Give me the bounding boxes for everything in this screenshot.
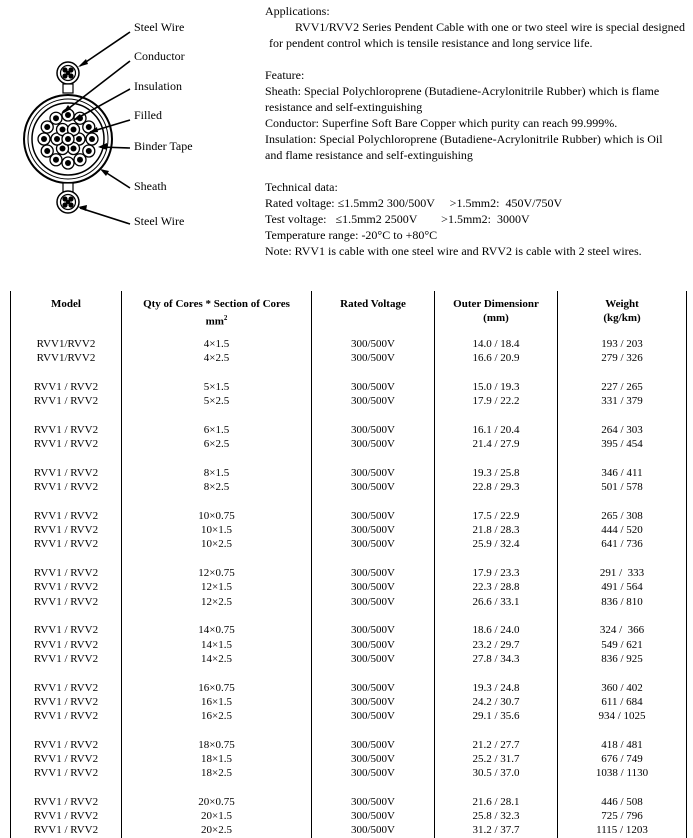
- cell-voltage: 300/500V: [351, 810, 395, 823]
- cell-weight: 611 / 684: [601, 695, 643, 708]
- cell-dimension: 23.2 / 29.7: [472, 638, 520, 651]
- cell-qty: 10×1.5: [201, 524, 232, 537]
- cell-voltage: 300/500V: [351, 467, 395, 479]
- cell-dimension: 15.0 / 19.3: [472, 381, 520, 393]
- cell-weight: 836 / 925: [601, 652, 643, 665]
- copper-conductor: [65, 112, 71, 118]
- label-conductor: Conductor: [134, 49, 185, 63]
- cell-weight: 1038 / 1130: [595, 767, 649, 780]
- cell-voltage: 300/500V: [351, 681, 395, 694]
- cell-voltage: 300/500V: [351, 510, 395, 522]
- copper-conductor: [71, 146, 77, 152]
- cell-dimension: 27.8 / 34.3: [472, 652, 520, 665]
- specification-table: [10, 291, 687, 838]
- copper-conductor: [76, 136, 82, 142]
- cell-dimension: 25.9 / 32.4: [472, 538, 520, 551]
- cell-qty: 6×1.5: [203, 424, 230, 436]
- cell-model: RVV1 / RVV2: [33, 810, 99, 823]
- copper-conductor: [77, 157, 83, 163]
- feature-conductor: Conductor: Superfine Soft Bare Copper which purity can reach 99.999%.: [265, 116, 618, 130]
- cell-weight: 418 / 481: [601, 738, 643, 751]
- cell-dimension: 29.1 / 35.6: [472, 710, 520, 722]
- cell-qty: 5×2.5: [203, 395, 230, 408]
- copper-conductor: [86, 148, 92, 154]
- cell-voltage: 300/500V: [351, 624, 395, 637]
- cell-voltage: 300/500V: [351, 581, 395, 594]
- label-steel-wire-top: Steel Wire: [134, 20, 185, 34]
- cell-dimension: 25.8 / 32.3: [472, 810, 520, 823]
- applications-heading: Applications:: [265, 4, 330, 18]
- cell-model: RVV1 / RVV2: [33, 538, 99, 551]
- cell-dimension: 24.2 / 30.7: [472, 695, 520, 708]
- test-voltage: Test voltage: ≤1.5mm2 2500V >1.5mm2: 3000V: [265, 212, 530, 226]
- cell-dimension: 21.8 / 28.3: [472, 524, 520, 537]
- header-model: Model: [51, 298, 81, 310]
- cell-weight: 346 / 411: [601, 467, 643, 479]
- applications-text: RVV1/RVV2 Series Pendent Cable with one or two steel wire is special designed: [295, 20, 686, 34]
- cell-weight: 265 / 308: [601, 510, 643, 522]
- feature-insulation: Insulation: Special Polychloroprene (Butadiene-Acrylonitrile Rubber) which is Oil: [265, 132, 663, 146]
- cell-qty: 14×2.5: [201, 652, 232, 665]
- cell-model: RVV1 / RVV2: [33, 595, 99, 608]
- cell-dimension: 18.6 / 24.0: [472, 624, 520, 637]
- header-dimension: Outer Dimensionr (mm): [453, 298, 539, 324]
- cell-model: RVV1 / RVV2: [33, 695, 99, 708]
- cell-qty: 12×2.5: [201, 595, 232, 608]
- cell-dimension: 26.6 / 33.1: [472, 595, 520, 608]
- cell-qty: 14×1.5: [201, 638, 232, 651]
- cell-model: RVV1/RVV2: [36, 338, 96, 350]
- cell-weight: 395 / 454: [601, 438, 643, 451]
- feature-sheath-cont: resistance and self-extinguishing: [265, 100, 423, 114]
- label-sheath: Sheath: [134, 179, 167, 193]
- cell-qty: 8×1.5: [203, 467, 230, 479]
- copper-conductor: [86, 124, 92, 130]
- copper-conductor: [60, 126, 66, 132]
- cell-dimension: 16.6 / 20.9: [472, 352, 520, 365]
- description-block: [265, 3, 690, 259]
- cell-model: RVV1 / RVV2: [33, 638, 99, 651]
- cell-model: RVV1 / RVV2: [33, 524, 99, 537]
- cell-voltage: 300/500V: [351, 638, 395, 651]
- cell-dimension: 22.3 / 28.8: [472, 581, 520, 594]
- cell-voltage: 300/500V: [351, 738, 395, 751]
- cell-voltage: 300/500V: [351, 753, 395, 765]
- copper-conductor: [41, 136, 47, 142]
- cell-qty: 12×1.5: [201, 581, 232, 594]
- cell-voltage: 300/500V: [351, 338, 395, 350]
- cell-weight: 549 / 621: [601, 638, 643, 651]
- cable-cross-section-diagram: [0, 0, 260, 240]
- cell-model: RVV1 / RVV2: [33, 681, 99, 694]
- top-steel-wire: [57, 62, 79, 84]
- cell-dimension: 21.4 / 27.9: [472, 438, 520, 451]
- cell-voltage: 300/500V: [351, 824, 395, 837]
- cell-weight: 360 / 402: [601, 681, 643, 694]
- cell-dimension: 17.9 / 22.2: [472, 395, 520, 408]
- cell-model: RVV1/RVV2: [36, 352, 96, 365]
- label-insulation: Insulation: [134, 79, 182, 93]
- cell-dimension: 14.0 / 18.4: [472, 338, 520, 350]
- cell-voltage: 300/500V: [351, 595, 395, 608]
- header-voltage: Rated Voltage: [340, 298, 406, 310]
- label-binder-tape: Binder Tape: [134, 139, 193, 153]
- cell-weight: 641 / 736: [601, 538, 643, 551]
- cell-qty: 10×0.75: [198, 510, 235, 522]
- cell-dimension: 25.2 / 31.7: [472, 753, 520, 765]
- cell-dimension: 17.9 / 23.3: [472, 567, 520, 580]
- cell-model: RVV1 / RVV2: [33, 624, 99, 637]
- cell-weight: 193 / 203: [601, 338, 643, 350]
- cell-voltage: 300/500V: [351, 481, 395, 494]
- copper-conductor: [65, 136, 71, 142]
- cell-dimension: 21.6 / 28.1: [472, 796, 520, 808]
- cell-qty: 8×2.5: [203, 481, 230, 494]
- cell-model: RVV1 / RVV2: [33, 738, 99, 751]
- copper-conductor: [53, 115, 59, 121]
- copper-conductor: [53, 157, 59, 163]
- cell-dimension: 31.2 / 37.7: [472, 824, 520, 837]
- cell-weight: 446 / 508: [601, 796, 643, 808]
- temperature-range: Temperature range: -20°C to +80°C: [265, 228, 438, 242]
- header-qty: Qty of Cores * Section of Cores $mm^2$: [143, 298, 290, 328]
- copper-conductor: [54, 136, 60, 142]
- label-steel-wire-bottom: Steel Wire: [134, 214, 185, 228]
- copper-conductor: [89, 136, 95, 142]
- rated-voltage: Rated voltage: ≤1.5mm2 300/500V >1.5mm2: 450V/750V: [265, 196, 563, 210]
- cell-voltage: 300/500V: [351, 710, 395, 722]
- cell-model: RVV1 / RVV2: [33, 796, 99, 808]
- copper-conductor: [44, 124, 50, 130]
- cell-voltage: 300/500V: [351, 796, 395, 808]
- cell-qty: 12×0.75: [198, 567, 235, 580]
- copper-conductor: [71, 126, 77, 132]
- cell-qty: 18×2.5: [201, 767, 232, 780]
- cell-qty: 16×1.5: [201, 695, 232, 708]
- copper-conductor: [44, 148, 50, 154]
- copper-conductor: [60, 146, 66, 152]
- cell-weight: 264 / 303: [601, 424, 643, 436]
- cell-weight: 725 / 796: [601, 810, 643, 823]
- cell-qty: 4×2.5: [203, 352, 230, 365]
- cell-qty: 18×1.5: [201, 753, 232, 765]
- cell-model: RVV1 / RVV2: [33, 567, 99, 580]
- cell-model: RVV1 / RVV2: [33, 481, 99, 494]
- cell-dimension: 21.2 / 27.7: [472, 738, 520, 751]
- cell-voltage: 300/500V: [351, 395, 395, 408]
- cell-voltage: 300/500V: [351, 567, 395, 580]
- cell-qty: 20×0.75: [198, 796, 235, 808]
- cell-qty: 5×1.5: [203, 381, 230, 393]
- cell-qty: 16×2.5: [201, 710, 232, 722]
- cell-weight: 676 / 749: [601, 753, 643, 765]
- cell-weight: 934 / 1025: [598, 710, 646, 722]
- cell-dimension: 19.3 / 25.8: [472, 467, 520, 479]
- cell-voltage: 300/500V: [351, 424, 395, 436]
- cell-model: RVV1 / RVV2: [33, 581, 99, 594]
- cell-model: RVV1 / RVV2: [33, 510, 99, 522]
- cell-weight: 227 / 265: [601, 381, 643, 393]
- copper-conductor: [65, 160, 71, 166]
- cell-voltage: 300/500V: [351, 381, 395, 393]
- cell-voltage: 300/500V: [351, 767, 395, 780]
- cell-qty: 20×2.5: [201, 824, 232, 837]
- cell-voltage: 300/500V: [351, 695, 395, 708]
- cell-weight: 279 / 326: [601, 352, 643, 365]
- cell-model: RVV1 / RVV2: [33, 710, 99, 722]
- cell-qty: 10×2.5: [201, 538, 232, 551]
- label-filled: Filled: [134, 108, 163, 122]
- cell-qty: 20×1.5: [201, 810, 232, 823]
- cell-model: RVV1 / RVV2: [33, 767, 99, 780]
- cell-dimension: 19.3 / 24.8: [472, 681, 520, 694]
- cell-dimension: 22.8 / 29.3: [472, 481, 520, 494]
- feature-heading: Feature:: [265, 68, 305, 82]
- cell-qty: 6×2.5: [203, 438, 230, 451]
- cell-model: RVV1 / RVV2: [33, 424, 99, 436]
- cell-weight: 836 / 810: [601, 595, 643, 608]
- cell-weight: 291 / 333: [599, 567, 645, 580]
- cell-qty: 4×1.5: [203, 338, 230, 350]
- cell-qty: 16×0.75: [198, 681, 235, 694]
- applications-text-2: for pendent control which is tensile resistance and long service life.: [269, 36, 593, 50]
- cell-model: RVV1 / RVV2: [33, 381, 99, 393]
- feature-insulation-cont: and flame resistance and self-extinguishing: [265, 148, 473, 162]
- bottom-steel-wire: [57, 191, 79, 213]
- cell-qty: 14×0.75: [198, 624, 235, 637]
- cell-dimension: 17.5 / 22.9: [472, 510, 520, 522]
- cell-voltage: 300/500V: [351, 438, 395, 451]
- cell-voltage: 300/500V: [351, 524, 395, 537]
- cell-dimension: 30.5 / 37.0: [472, 767, 520, 780]
- cell-model: RVV1 / RVV2: [33, 438, 99, 451]
- cell-voltage: 300/500V: [351, 538, 395, 551]
- note: Note: RVV1 is cable with one steel wire and RVV2 is cable with 2 steel wires.: [265, 244, 642, 258]
- cell-weight: 444 / 520: [601, 524, 643, 537]
- cell-dimension: 16.1 / 20.4: [472, 424, 520, 436]
- cell-model: RVV1 / RVV2: [33, 652, 99, 665]
- cell-weight: 1115 / 1203: [596, 824, 648, 837]
- cell-voltage: 300/500V: [351, 652, 395, 665]
- technical-heading: Technical data:: [265, 180, 338, 194]
- cell-weight: 331 / 379: [601, 395, 643, 408]
- feature-sheath: Sheath: Special Polychloroprene (Butadiene-Acrylonitrile Rubber) which is flame: [265, 84, 660, 98]
- cell-model: RVV1 / RVV2: [33, 824, 99, 837]
- cell-model: RVV1 / RVV2: [33, 753, 99, 765]
- cell-weight: 491 / 564: [601, 581, 643, 594]
- cell-qty: 18×0.75: [198, 738, 235, 751]
- cell-model: RVV1 / RVV2: [33, 467, 99, 479]
- cell-weight: 501 / 578: [601, 481, 643, 494]
- cell-weight: 324 / 366: [599, 624, 645, 637]
- header-weight: Weight (kg/km): [603, 298, 641, 324]
- cell-model: RVV1 / RVV2: [33, 395, 99, 408]
- cell-voltage: 300/500V: [351, 352, 395, 365]
